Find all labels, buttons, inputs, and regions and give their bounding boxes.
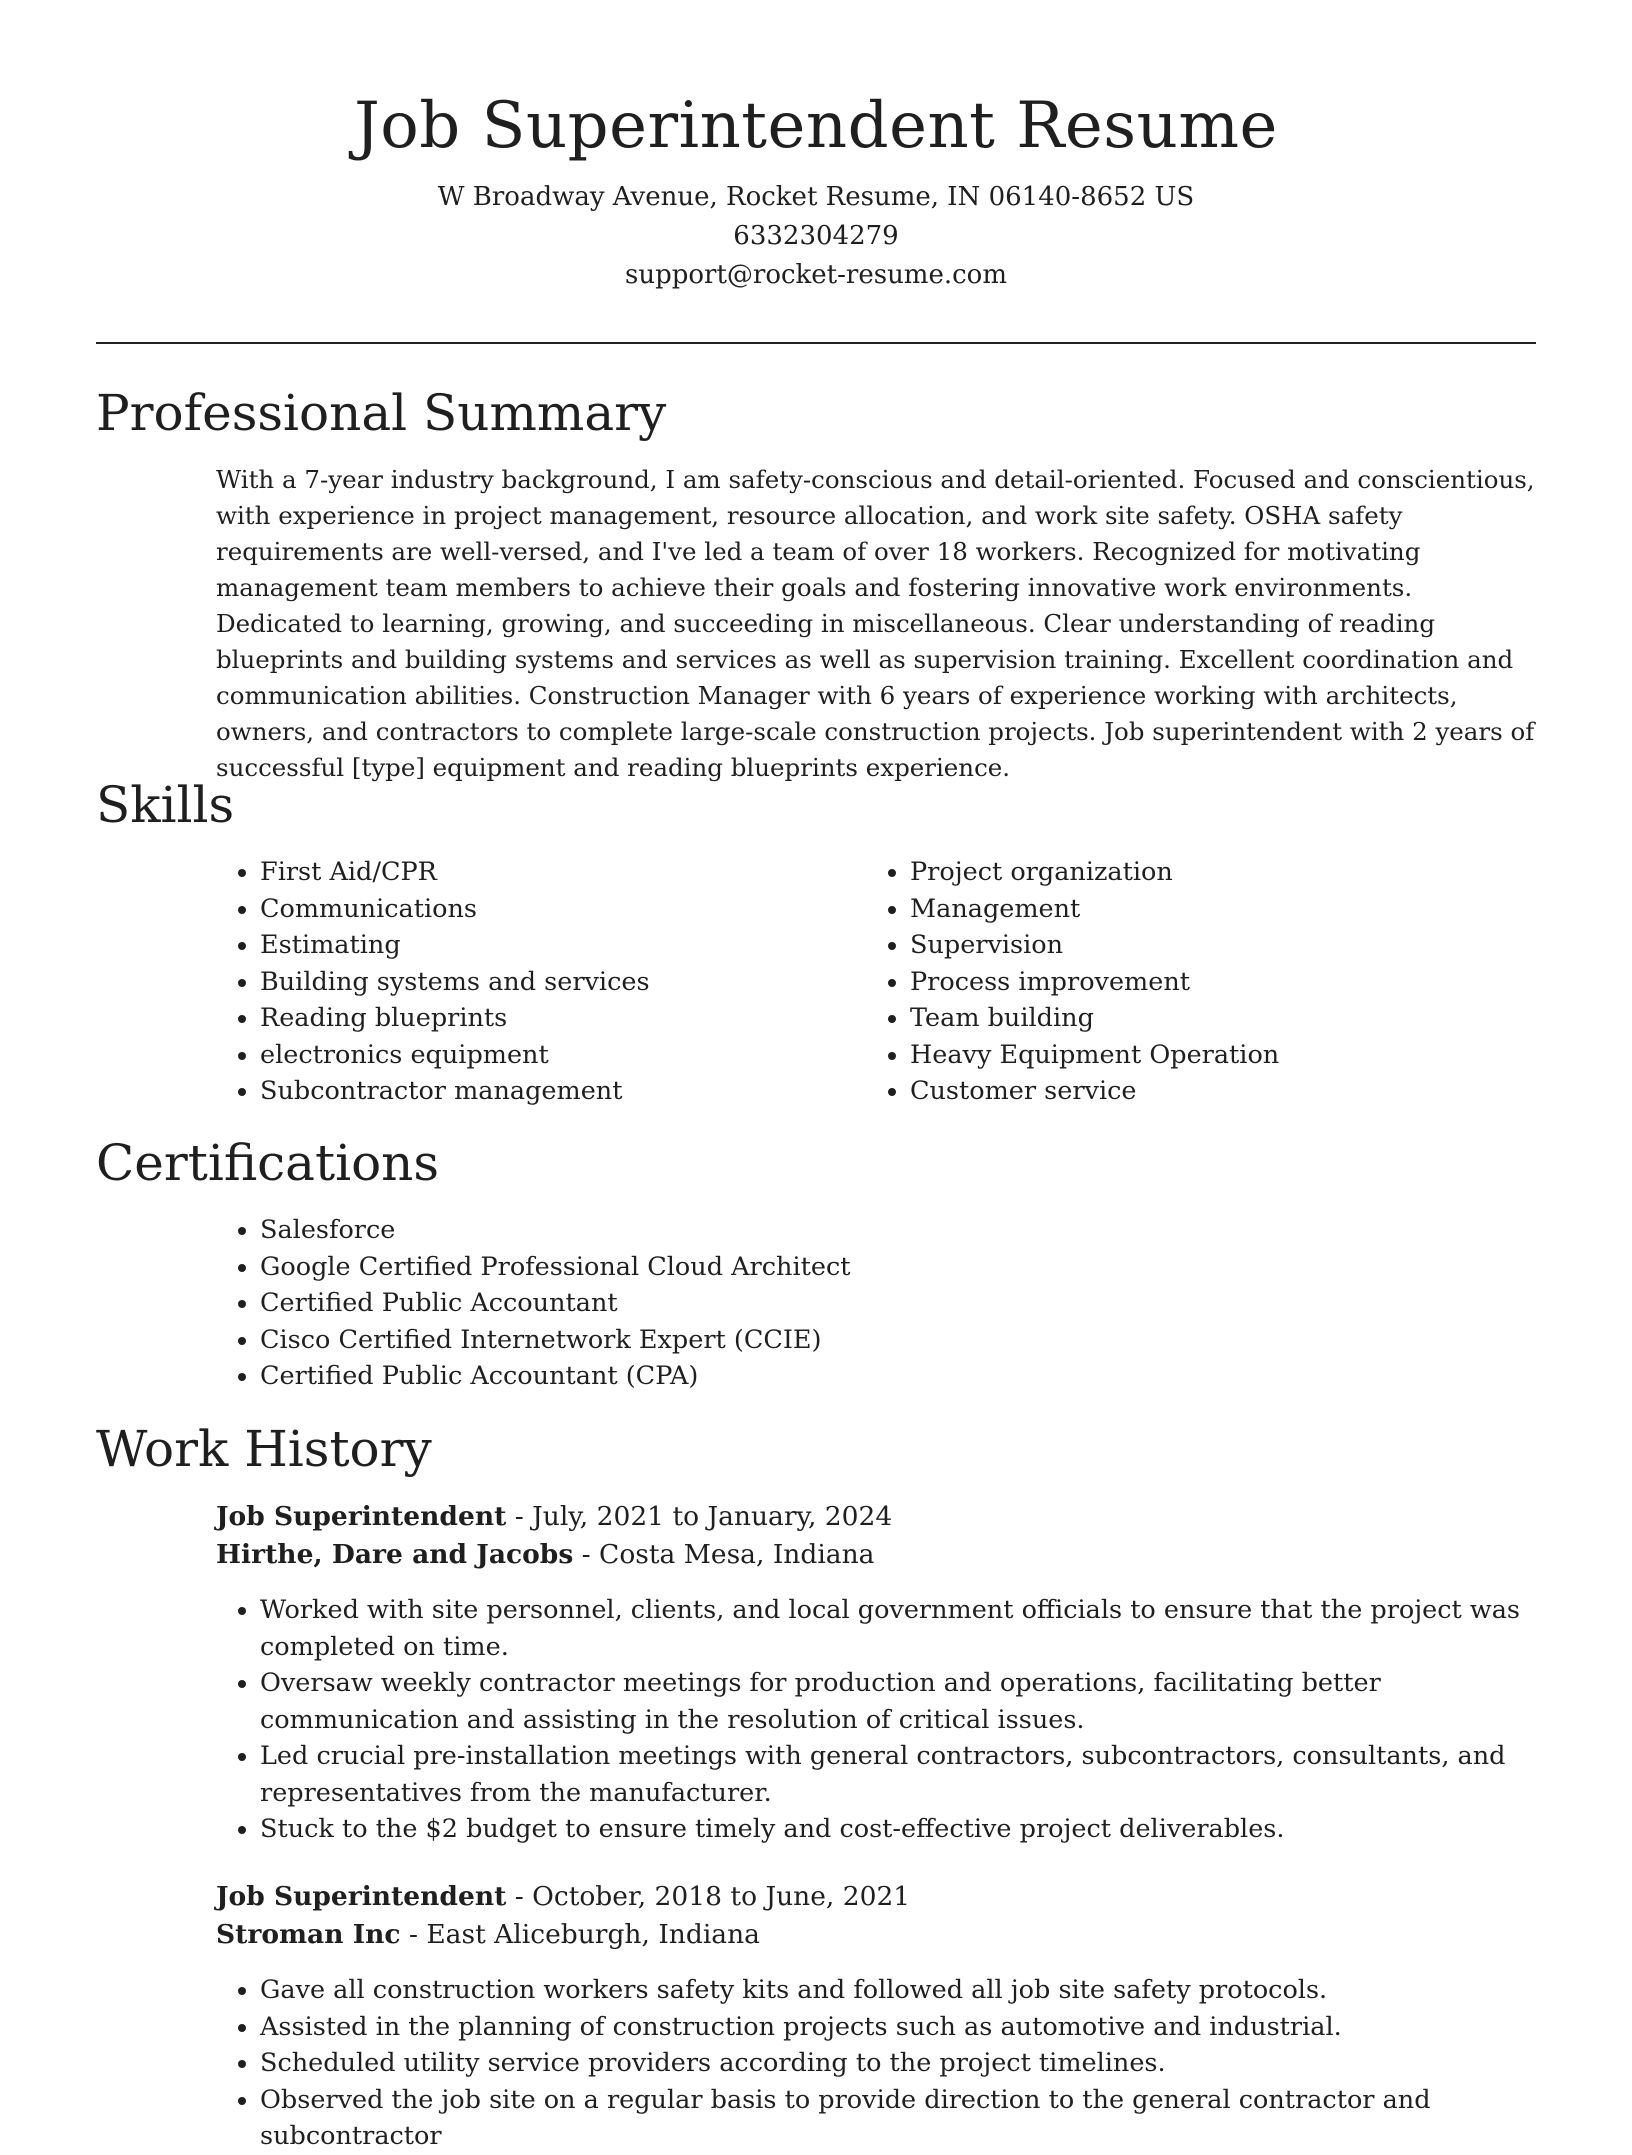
- skill-item: • First Aid/CPR: [260, 854, 860, 891]
- job-2-bullets: [216, 1972, 1580, 2155]
- certifications-heading: Certifications: [96, 1134, 440, 1192]
- job-dates: - October, 2018 to June, 2021: [506, 1881, 911, 1912]
- job-1-company-line: [216, 1536, 892, 1574]
- certification-item: • Certified Public Accountant (CPA): [260, 1358, 1460, 1395]
- job-dates: - July, 2021 to January, 2024: [506, 1501, 893, 1532]
- job-1-header: [216, 1498, 892, 1574]
- certification-item: • Google Certified Professional Cloud Architect: [260, 1249, 1460, 1286]
- skill-item: • Customer service: [910, 1073, 1550, 1110]
- job-bullet: • Gave all construction workers safety kits and followed all job site safety protocols.: [260, 1972, 1580, 2009]
- job-2-company-line: [216, 1916, 910, 1954]
- job-bullet: • Led crucial pre-installation meetings with general contractors, subcontractors, consultants, and representatives from the manufacturer.: [260, 1738, 1580, 1811]
- resume-header: [0, 0, 1632, 295]
- skill-item: • Reading blueprints: [260, 1000, 860, 1037]
- skills-list-left: [216, 854, 860, 1110]
- contact-phone: 6332304279: [733, 221, 899, 251]
- skill-item: • Subcontractor management: [260, 1073, 860, 1110]
- contact-email: support@rocket-resume.com: [624, 260, 1007, 290]
- certification-item: • Salesforce: [260, 1212, 1460, 1249]
- skills-heading: Skills: [96, 776, 235, 834]
- contact-address: W Broadway Avenue, Rocket Resume, IN 06140-8652 US: [437, 182, 1195, 212]
- skill-item: • Estimating: [260, 927, 860, 964]
- certification-item: • Certified Public Accountant: [260, 1285, 1460, 1322]
- job-bullet: • Stuck to the $2 budget to ensure timely and cost-effective project deliverables.: [260, 1811, 1580, 1848]
- job-bullet: • Worked with site personnel, clients, and local government officials to ensure that the project was completed on time.: [260, 1592, 1580, 1665]
- skill-item: • Process improvement: [910, 964, 1550, 1001]
- skill-item: • Management: [910, 891, 1550, 928]
- contact-block: [0, 178, 1632, 295]
- header-divider: [96, 342, 1536, 344]
- job-bullet: • Scheduled utility service providers according to the project timelines.: [260, 2045, 1580, 2082]
- job-2-title-line: [216, 1878, 910, 1916]
- summary-text: With a 7-year industry background, I am safety-conscious and detail-oriented. Focused and conscientious, with experience in project management, resource allocation, and work site safety. OSHA safety requirements are well-versed, and I've led a team of over 18 workers. Recognized for motivating management team members to achieve their goals and fostering innovative work environments. Dedicated to learning, growing, and succeeding in miscellaneous. Clear understanding of reading blueprints and building systems and services as well as supervision training. Excellent coordination and communication abilities. Construction Manager with 6 years of experience working with architects, owners, and contractors to complete large-scale construction projects. Job superintendent with 2 years of successful [type] equipment and reading blueprints experience.: [216, 465, 1535, 782]
- certifications-list: [216, 1212, 1460, 1395]
- skill-item: • Heavy Equipment Operation: [910, 1037, 1550, 1074]
- resume-title: Job Superintendent Resume: [354, 89, 1278, 163]
- job-company: Hirthe, Dare and Jacobs: [216, 1539, 574, 1570]
- work-history-heading: Work History: [96, 1420, 432, 1478]
- certification-item: • Cisco Certified Internetwork Expert (CCIE): [260, 1322, 1460, 1359]
- skill-item: • electronics equipment: [260, 1037, 860, 1074]
- job-role: Job Superintendent: [216, 1501, 507, 1532]
- job-company: Stroman Inc: [216, 1919, 401, 1950]
- skill-item: • Team building: [910, 1000, 1550, 1037]
- job-1-title-line: [216, 1498, 892, 1536]
- job-location: - Costa Mesa, Indiana: [573, 1539, 875, 1570]
- job-bullet: • Oversaw weekly contractor meetings for production and operations, facilitating better communication and assisting in the resolution of critical issues.: [260, 1665, 1580, 1738]
- job-bullet: • Assisted in the planning of construction projects such as automotive and industrial.: [260, 2009, 1580, 2046]
- skill-item: • Project organization: [910, 854, 1550, 891]
- job-role: Job Superintendent: [216, 1881, 507, 1912]
- job-location: - East Aliceburgh, Indiana: [400, 1919, 760, 1950]
- skill-item: • Building systems and services: [260, 964, 860, 1001]
- skill-item: • Communications: [260, 891, 860, 928]
- job-2-header: [216, 1878, 910, 1954]
- skill-item: • Supervision: [910, 927, 1550, 964]
- skills-list-right: [866, 854, 1550, 1110]
- job-bullet: • Observed the job site on a regular basis to provide direction to the general contractor and subcontractor: [260, 2082, 1580, 2155]
- job-1-bullets: [216, 1592, 1580, 1848]
- summary-heading: Professional Summary: [96, 384, 667, 442]
